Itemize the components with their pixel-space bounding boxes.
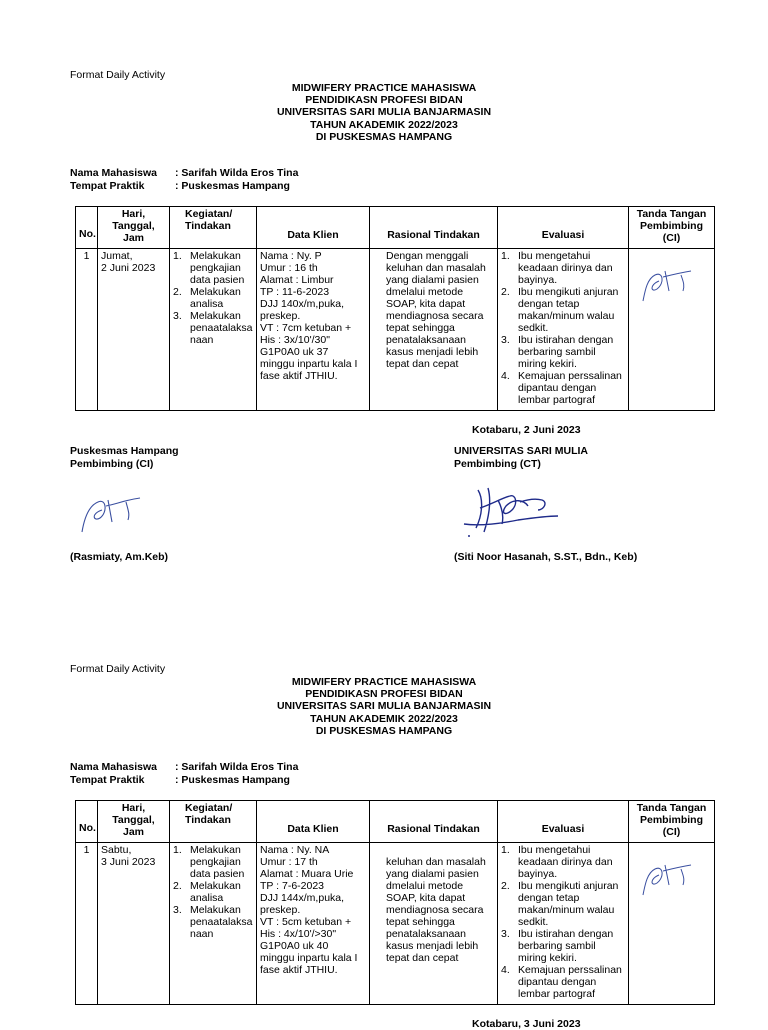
activity-table (75, 206, 715, 411)
right-role: Pembimbing (CT) (454, 458, 541, 470)
document-heading (0, 676, 768, 737)
list-item: 1. Ibu mengetahui keadaan dirinya dan bayinya. (501, 250, 613, 286)
header-data-klien: Data Klien (257, 207, 370, 249)
activity-page-2 (0, 600, 768, 1030)
header-no: No. (76, 207, 98, 249)
row-no: 1 (76, 249, 98, 411)
table-row (76, 843, 715, 1005)
header-evaluasi: Evaluasi (498, 207, 629, 249)
list-item: 3. Melakukan penaatalaksa naan (173, 310, 253, 346)
row-rasional: keluhan dan masalah yang dialami pasien dmelalui metode SOAP, kita dapat mendiagnosa secara tepat sehingga penatalaksanaan kasus menjadi lebih tepat dan cepat (370, 843, 498, 1005)
row-hari: Sabtu, 3 Juni 2023 (98, 843, 170, 1005)
list-item: 4. Kemajuan perssalinan dipantau dengan lembar partograf (501, 964, 622, 1000)
row-kegiatan (170, 843, 257, 1005)
right-signatory (454, 445, 588, 471)
heading-line: DI PUSKESMAS HAMPANG (315, 724, 453, 737)
header-hari: Hari, Tanggal, Jam (98, 207, 170, 249)
closing-date: Kotabaru, 2 Juni 2023 (472, 424, 581, 436)
header-data-klien: Data Klien (257, 801, 370, 843)
signature-ci-icon (74, 488, 154, 538)
row-hari: Jumat, 2 Juni 2023 (98, 249, 170, 411)
list-item: 3. Ibu istirahan dengan berbaring sambil miring kekiri. (501, 334, 614, 370)
header-kegiatan: Kegiatan/ Tindakan (170, 207, 257, 249)
heading-line: MIDWIFERY PRACTICE MAHASISWA (291, 676, 477, 688)
activity-table (75, 800, 715, 1005)
row-data-klien: Nama : Ny. NA Umur : 17 th Alamat : Muara Urie TP : 7-6-2023 DJJ 144x/m,puka, preskep. VT : 5cm ketuban + His : 4x/10'/>30" G1P0A0 uk 40 minggu inpartu kala I fase aktif JTHIU. (257, 843, 370, 1005)
header-kegiatan: Kegiatan/ Tindakan (170, 801, 257, 843)
student-info (70, 761, 298, 787)
left-signatory (70, 445, 179, 471)
document-heading (0, 82, 768, 143)
right-org: UNIVERSITAS SARI MULIA (454, 445, 588, 457)
practice-place-value: : Puskesmas Hampang (175, 774, 290, 786)
list-item: 2. Ibu mengikuti anjuran dengan tetap makan/minum walau sedkit. (501, 286, 619, 334)
heading-line: TAHUN AKADEMIK 2022/2023 (310, 712, 458, 725)
list-item: 1. Ibu mengetahui keadaan dirinya dan bayinya. (501, 844, 613, 880)
student-name-label: Nama Mahasiswa (70, 761, 157, 773)
table-row (76, 249, 715, 411)
list-item: 3. Melakukan penaatalaksa naan (173, 904, 253, 940)
left-role: Pembimbing (CI) (70, 458, 154, 470)
left-org: Puskesmas Hampang (70, 445, 179, 457)
list-item: 1. Melakukan pengkajian data pasien (173, 250, 245, 286)
heading-line: UNIVERSITAS SARI MULIA BANJARMASIN (276, 106, 492, 119)
practice-place-label: Tempat Praktik (70, 180, 145, 192)
header-no: No. (76, 801, 98, 843)
header-ttd: Tanda Tangan Pembimbing (CI) (629, 801, 715, 843)
row-no: 1 (76, 843, 98, 1005)
list-item: 4. Kemajuan perssalinan dipantau dengan lembar partograf (501, 370, 622, 406)
row-evaluasi (498, 843, 629, 1005)
list-item: 2. Melakukan analisa (173, 880, 241, 904)
header-rasional: Rasional Tindakan (370, 801, 498, 843)
format-label: Format Daily Activity (70, 69, 166, 81)
row-data-klien: Nama : Ny. P Umur : 16 th Alamat : Limbur TP : 11-6-2023 DJJ 140x/m,puka, preskep. VT : 7cm ketuban + His : 3x/10'/30" G1P0A0 uk 37 minggu inpartu kala I fase aktif JTHIU. (257, 249, 370, 411)
format-label: Format Daily Activity (70, 663, 166, 675)
practice-place-label: Tempat Praktik (70, 774, 145, 786)
heading-line: MIDWIFERY PRACTICE MAHASISWA (291, 82, 477, 94)
practice-place-value: : Puskesmas Hampang (175, 180, 290, 192)
header-ttd: Tanda Tangan Pembimbing (CI) (629, 207, 715, 249)
left-signatory-name: (Rasmiaty, Am.Keb) (70, 551, 169, 563)
header-hari: Hari, Tanggal, Jam (98, 801, 170, 843)
row-ttd (629, 249, 715, 411)
row-ttd (629, 843, 715, 1005)
signature-ci-icon (635, 261, 705, 309)
heading-line: UNIVERSITAS SARI MULIA BANJARMASIN (276, 700, 492, 713)
signature-ci-icon (635, 855, 705, 903)
heading-line: DI PUSKESMAS HAMPANG (315, 130, 453, 143)
heading-line: TAHUN AKADEMIK 2022/2023 (310, 118, 458, 131)
row-evaluasi (498, 249, 629, 411)
header-rasional: Rasional Tindakan (370, 207, 498, 249)
list-item: 3. Ibu istirahan dengan berbaring sambil miring kekiri. (501, 928, 614, 964)
closing-date: Kotabaru, 3 Juni 2023 (472, 1018, 581, 1030)
heading-line: PENDIDIKASN PROFESI BIDAN (305, 94, 463, 107)
right-signatory-name: (Siti Noor Hasanah, S.ST., Bdn., Keb) (454, 551, 638, 563)
student-name-label: Nama Mahasiswa (70, 167, 157, 179)
row-kegiatan (170, 249, 257, 411)
student-name-value: : Sarifah Wilda Eros Tina (175, 167, 299, 179)
header-evaluasi: Evaluasi (498, 801, 629, 843)
row-rasional: Dengan menggali keluhan dan masalah yang dialami pasien dmelalui metode SOAP, kita dapat mendiagnosa secara tepat sehingga penatalaksanaan kasus menjadi lebih tepat dan cepat (370, 249, 498, 411)
student-name-value: : Sarifah Wilda Eros Tina (175, 761, 299, 773)
signature-ct-icon (458, 480, 568, 542)
student-info (70, 167, 298, 193)
list-item: 1. Melakukan pengkajian data pasien (173, 844, 245, 880)
heading-line: PENDIDIKASN PROFESI BIDAN (305, 688, 463, 701)
list-item: 2. Melakukan analisa (173, 286, 241, 310)
list-item: 2. Ibu mengikuti anjuran dengan tetap makan/minum walau sedkit. (501, 880, 619, 928)
